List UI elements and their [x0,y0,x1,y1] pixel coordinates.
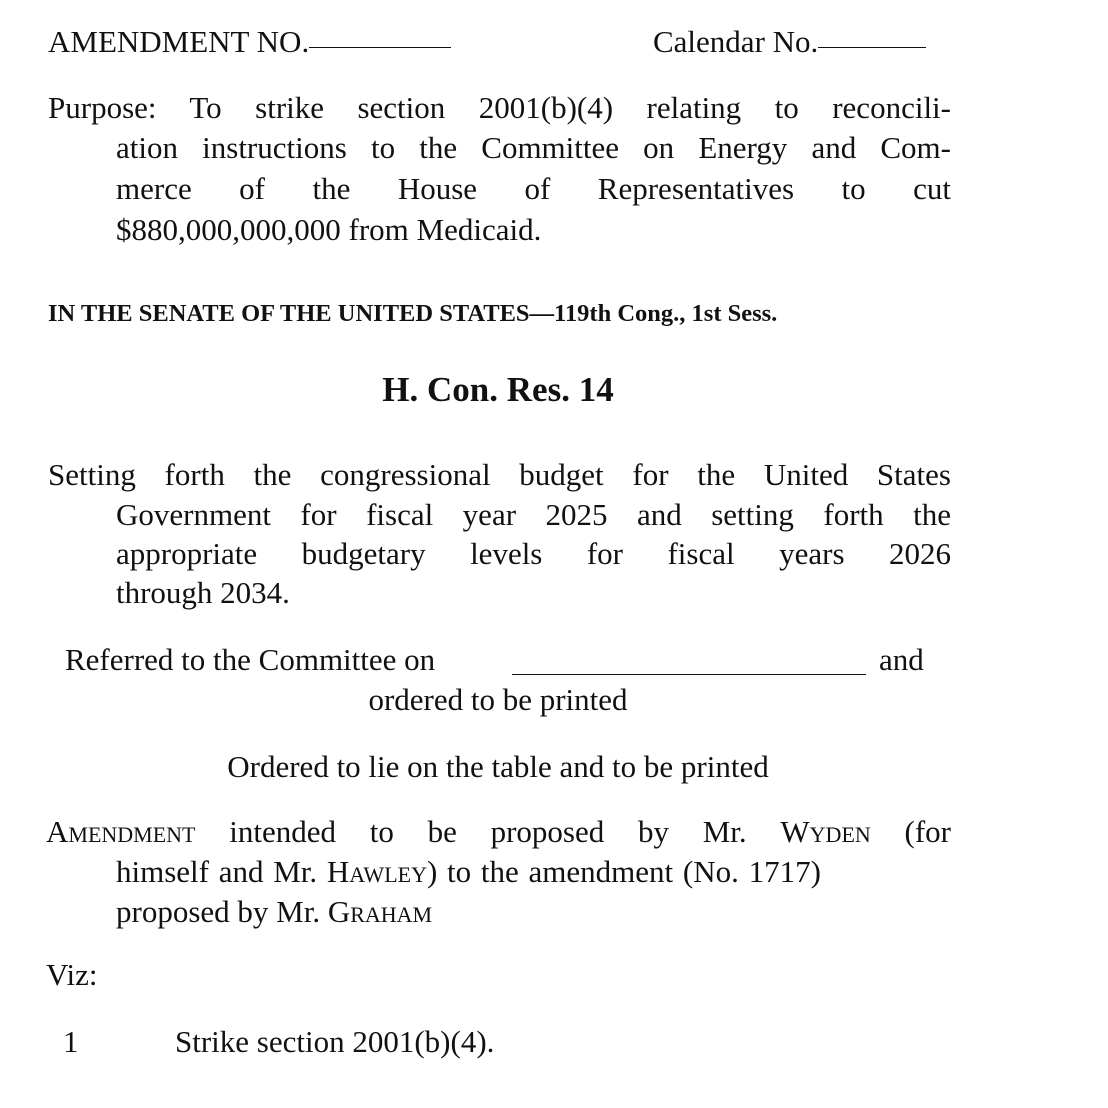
referral-line2: ordered to be printed [368,682,628,717]
description-line: Setting forth the congressional budget for the United States [48,457,951,492]
purpose-line: $880,000,000,000 from Medicaid. [116,212,542,247]
amendment-intent-line [116,892,432,932]
viz-label: Viz: [46,957,98,992]
sponsor-name: Wyden [780,814,871,849]
amendment-number-blank [309,47,451,48]
cosponsor-name: Hawley [326,854,427,889]
purpose-line: ation instructions to the Committee on Energy and Com- [116,130,951,165]
calendar-number-field [653,22,926,62]
amendment-intent-line [46,812,951,852]
committee-blank [512,674,866,675]
calendar-number-blank [818,47,926,48]
proposer-name: Graham [327,894,433,929]
ordered-line: Ordered to lie on the table and to be printed [227,749,769,784]
amendment-intent-text: (for [904,814,951,849]
amendment-word: Amendment [46,814,196,849]
amendment-number-field [48,22,451,62]
description-line: Government for fiscal year 2025 and setting forth the [116,497,951,532]
calendar-number-label: Calendar No. [653,24,819,59]
line-text: Strike section 2001(b)(4). [175,1024,495,1059]
resolution-title: H. Con. Res. 14 [382,370,614,409]
referral-suffix: and [879,642,924,677]
purpose-line: Purpose: To strike section 2001(b)(4) relating to reconcili- [48,90,951,125]
amendment-intent-text: intended to be proposed by Mr. [229,814,747,849]
amendment-intent-text: proposed by Mr. [116,894,321,929]
amendment-intent-line [116,852,821,892]
amendment-number-label: AMENDMENT NO. [48,24,310,59]
referral-prefix: Referred to the Committee on [65,642,436,677]
amendment-intent-text: himself and Mr. [116,854,318,889]
description-line: appropriate budgetary levels for fiscal years 2026 [116,536,951,571]
amendment-intent-text: ) to the amendment (No. 1717) [426,854,821,889]
line-number: 1 [63,1024,79,1059]
description-line: through 2034. [116,575,290,610]
senate-session-line: IN THE SENATE OF THE UNITED STATES—119th Cong., 1st Sess. [48,300,778,327]
purpose-line: merce of the House of Representatives to cut [116,171,951,206]
